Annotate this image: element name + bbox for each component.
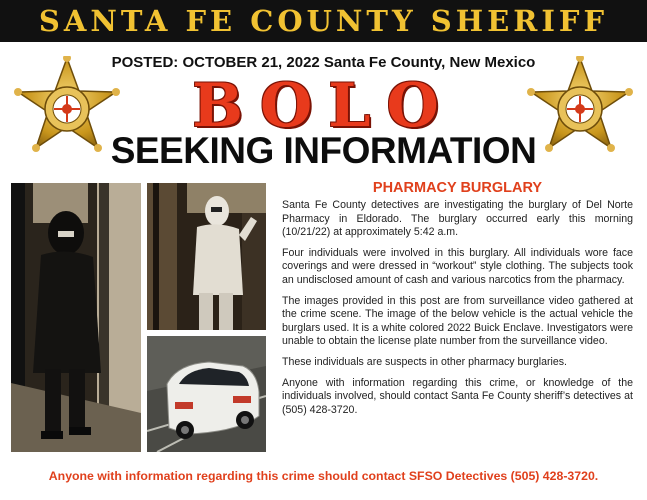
footer-contact: Anyone with information regarding this crime should contact SFSO Detectives (505) 428-3720. <box>48 469 599 483</box>
surveillance-photo-white-suv <box>147 336 266 452</box>
article-paragraph: These individuals are suspects in other pharmacy burglaries. <box>282 355 567 368</box>
article-paragraph: Santa Fe County detectives are investigating the burglary of Del Norte Pharmacy in Eldorado. The burglary occurred early this morning (10/21/22) at approximately 5:42 a.m. <box>282 199 633 239</box>
article-paragraph: Anyone with information regarding this crime, or knowledge of the individuals involved, should contact Santa Fe County sheriff’s detectives at (505) 428-3720. <box>282 376 633 416</box>
article <box>282 180 633 424</box>
agency-title: SANTA FE COUNTY SHERIFF <box>38 4 609 38</box>
seeking-information-heading: SEEKING INFORMATION <box>110 130 537 171</box>
article-headline: PHARMACY BURGLARY <box>372 180 543 196</box>
surveillance-photo-suspect-white <box>147 183 266 330</box>
article-paragraph: The images provided in this post are from surveillance video gathered at the crime scene. The image of the below vehicle is the actual vehicle the burglars used. It is a white colored 2022 Buick Enclave. Investigators were unable to obtain the license plate number from the surveillance video. <box>282 294 633 348</box>
top-banner <box>0 0 647 42</box>
article-paragraph: Four individuals were involved in this burglary. All individuals wore face coverings and were dressed in “workout” style clothing. The subjects took an undisclosed amount of cash and various narcotics from the pharmacy. <box>282 246 633 286</box>
surveillance-photo-suspect-black <box>11 183 141 452</box>
bolo-title: BOLO <box>192 71 455 141</box>
posted-date: POSTED: OCTOBER 21, 2022 Santa Fe County, New Mexico <box>111 54 536 71</box>
